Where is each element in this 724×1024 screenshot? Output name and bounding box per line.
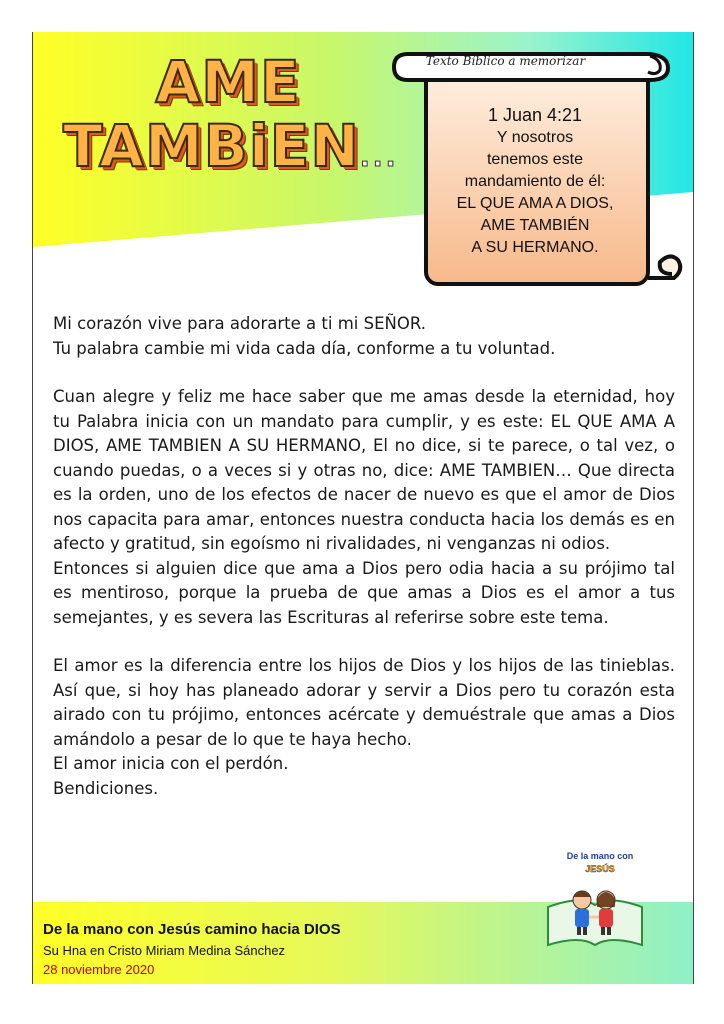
page-title: [63, 48, 399, 190]
verse-line: A SU HERMANO.: [471, 239, 599, 256]
footer-date: 28 noviembre 2020: [43, 962, 155, 977]
devotional-body: [53, 312, 675, 801]
title-line-1: AME: [155, 48, 301, 116]
devotional-page: [32, 32, 694, 984]
body-paragraph: Tu palabra cambie mi vida cada día, conforme a tu voluntad.: [53, 338, 556, 358]
verse-line: AME TAMBIÉN: [480, 217, 590, 234]
scroll-label: Texto Bíblico a memorizar: [425, 54, 586, 68]
body-paragraph: Bendiciones.: [53, 778, 159, 798]
body-paragraph: El amor es la diferencia entre los hijos de Dios y los hijos de las tinieblas. Así que, si hoy has planeado adorar y servir a Dios pero tu corazón esta airado con tu prójimo, entonces acércate y demuéstrale que amas a Dios amándolo a pesar de lo que te haya hecho.: [53, 656, 675, 749]
logo-text: De la mano con: [566, 851, 634, 861]
body-paragraph: Cuan alegre y feliz me hace saber que me amas desde la eternidad, hoy tu Palabra inicia con un mandato para cumplir, y es este: EL QUE AMA A DIOS, AME TAMBIEN A SU HERMANO, El no dice, si te parece, o tal vez, o cuando puedas, o a veces si y otras no, dice: AME TAMBIEN… Que directa es la orden, uno de los efectos de nacer de nuevo es que el amor de Dios nos capacita para amar, entonces nuestra conducta hacia los demás es en afecto y gratitud, sin egoísmo ni rivalidades, ni venganzas ni odios.: [53, 387, 675, 553]
verse-line: Y nosotros: [496, 129, 574, 146]
verse-line: tenemos este: [486, 151, 584, 168]
title-word: TAMBiEN: [63, 112, 360, 180]
verse-line: EL QUE AMA A DIOS,: [456, 195, 614, 212]
footer-title: De la mano con Jesús camino hacia DIOS: [43, 921, 341, 938]
body-paragraph: Entonces si alguien dice que ama a Dios pero odia hacia a su prójimo tal es mentiroso, porque la prueba de que amas a Dios es el amor a tus semejantes, y es severa las Escrituras al referirse sobre este tema.: [53, 558, 675, 627]
body-paragraph: Mi corazón vive para adorarte a ti mi SEÑOR.: [53, 314, 426, 333]
title-dots: ...: [359, 143, 399, 173]
body-paragraph: El amor inicia con el perdón.: [53, 754, 289, 773]
title-line-2: [63, 112, 399, 190]
footer-author: Su Hna en Cristo Miriam Medina Sánchez: [43, 943, 286, 958]
memory-verse: [425, 104, 645, 259]
logo-brand: JESÚS: [585, 864, 615, 874]
verse-reference: 1 Juan 4:21: [487, 105, 583, 125]
verse-line: mandamiento de él:: [464, 173, 606, 190]
